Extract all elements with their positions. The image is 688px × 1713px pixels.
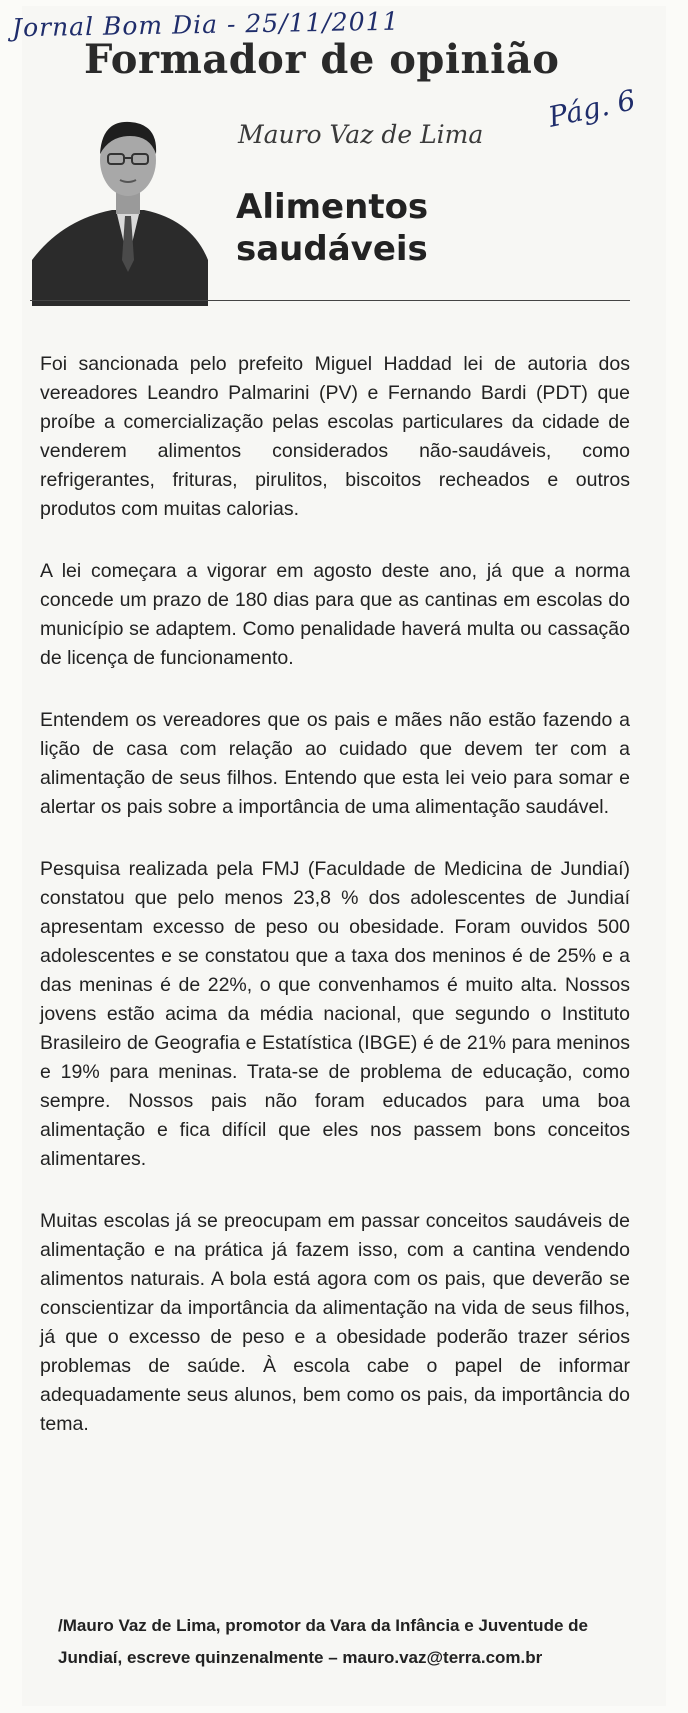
- paragraph-2: A lei começara a vigorar em agosto deste ano, já que a norma concede um prazo de 180 dias para que as cantinas em escolas do município se adaptem. Como penalidade haverá multa ou cassação de licença de funcionamento.: [40, 560, 630, 669]
- author-signature: /Mauro Vaz de Lima, promotor da Vara da Infância e Juventude de Jundiaí, escreve quinzenalmente – mauro.vaz@terra.com.br: [58, 1616, 588, 1667]
- author-photo: [32, 110, 224, 306]
- author-portrait-image: [32, 110, 224, 306]
- handwritten-source-note: Jornal Bom Dia - 25/11/2011: [11, 6, 400, 43]
- article-body: [40, 350, 630, 1472]
- paragraph-3: Entendem os vereadores que os pais e mães não estão fazendo a lição de casa com relação ao cuidado que devem ter com a alimentação de seus filhos. Entendo que esta lei veio para somar e alertar os pais sobre a importância de uma alimentação saudável.: [40, 709, 630, 818]
- handwritten-page-note: Pág. 6: [545, 83, 639, 134]
- header-divider: [30, 300, 630, 301]
- author-name: Mauro Vaz de Lima: [238, 120, 484, 149]
- paragraph-1: Foi sancionada pelo prefeito Miguel Haddad lei de autoria dos vereadores Leandro Palmarini (PV) e Fernando Bardi (PDT) que proíbe a comercialização pelas escolas particulares da cidade de venderem alimentos considerados não-saudáveis, como refrigerantes, frituras, pirulitos, biscoitos recheados e outros produtos com muitas calorias.: [40, 353, 630, 520]
- paragraph-5: Muitas escolas já se preocupam em passar conceitos saudáveis de alimentação e na prática já fazem isso, com a cantina vendendo alimentos naturais. A bola está agora com os pais, que deverão se conscientizar da importância da alimentação na vida de seus filhos, já que o excesso de peso e a obesidade poderão trazer sérios problemas de saúde. À escola cabe o papel de informar adequadamente seus alunos, bem como os pais, da importância do tema.: [40, 1210, 630, 1435]
- paragraph-4: Pesquisa realizada pela FMJ (Faculdade de Medicina de Jundiaí) constatou que pelo menos 23,8 % dos adolescentes de Jundiaí apresentam excesso de peso ou obesidade. Foram ouvidos 500 adolescentes e se constatou que a taxa dos meninos é de 25% e a das meninas é de 22%, o que convenhamos é muito alta. Nossos jovens estão acima da média nacional, que segundo o Instituto Brasileiro de Geografia e Estatística (IBGE) é de 21% para meninos e 19% para meninas. Trata-se de problema de educação, como sempre. Nossos pais não foram educados para uma boa alimentação e fica difícil que eles nos passem bons conceitos alimentares.: [40, 858, 630, 1170]
- headline: Alimentos saudáveis: [236, 187, 429, 269]
- column-title: Formador de opinião: [84, 36, 560, 83]
